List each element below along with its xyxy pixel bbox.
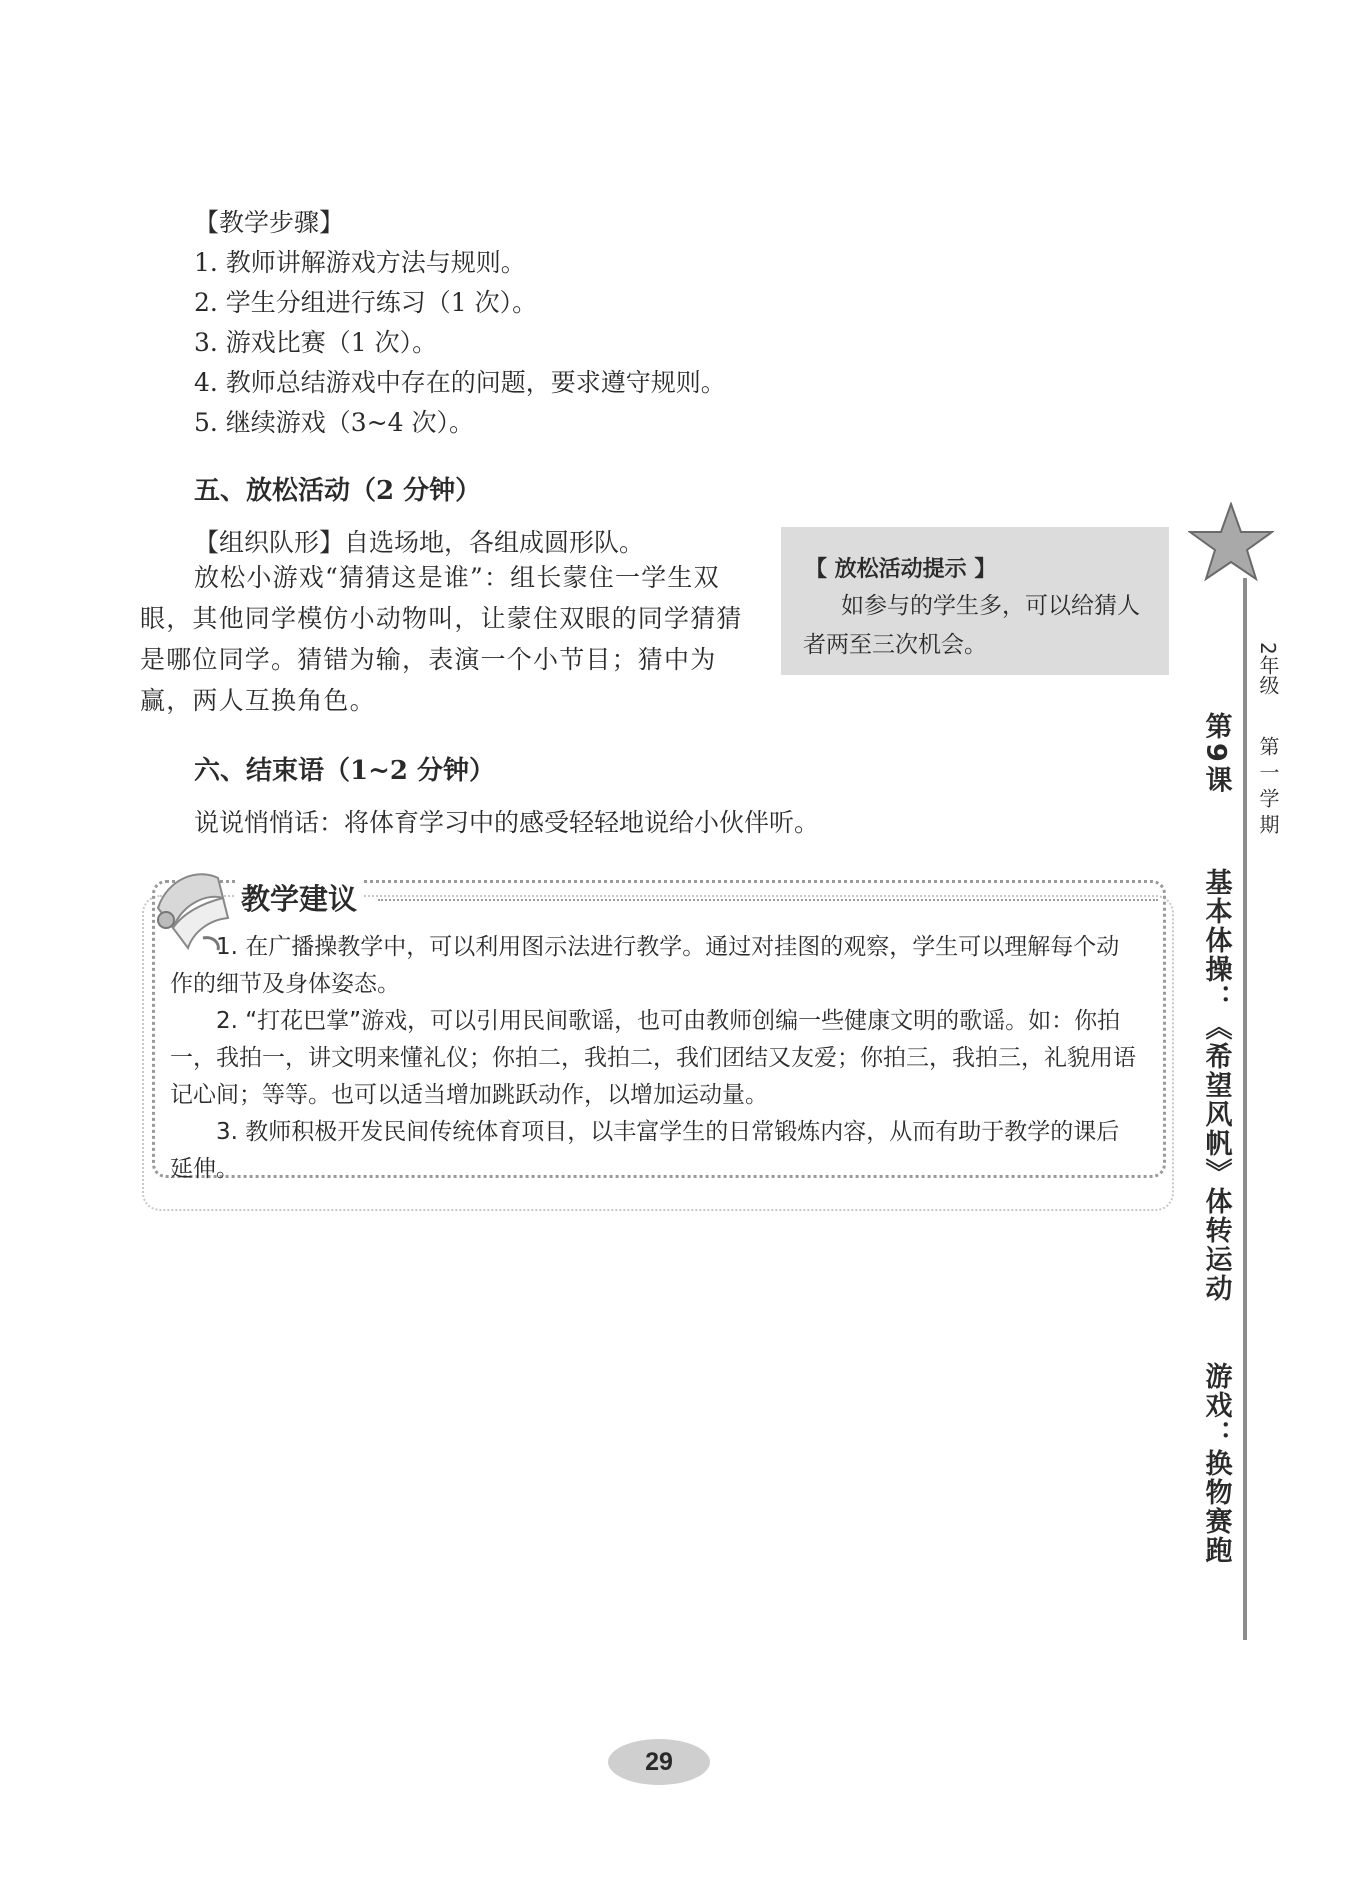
- page-number: 29: [608, 1739, 710, 1785]
- steps-header: 【教学步骤】: [194, 208, 345, 237]
- section5-heading: 五、放松活动（2 分钟）: [194, 476, 482, 506]
- tip-box: [781, 527, 1169, 675]
- section5-game: 放松小游戏“猜猜这是谁”：组长蒙住一学生双眼，其他同学模仿小动物叫，让蒙住双眼的同学猜猜是哪位同学。猜错为输，表演一个小节目；猜中为赢，两人互换角色。: [140, 563, 743, 715]
- tip-body: 如参与的学生多，可以给猜人者两至三次机会。: [803, 593, 1140, 658]
- sidebar-lesson-text: 第9课: [1200, 712, 1232, 797]
- sidebar-title2-text: 游戏：换物赛跑: [1200, 1362, 1232, 1565]
- step-item: 1. 教师讲解游戏方法与规则。: [194, 248, 526, 277]
- sidebar-rule: [1243, 578, 1247, 1640]
- sidebar-grade-text: 2年级: [1256, 642, 1280, 695]
- sidebar-lesson: [1196, 712, 1236, 804]
- suggestion-item: 3. 教师积极开发民间传统体育项目，以丰富学生的日常锻炼内容，从而有助于教学的课后延伸。: [170, 1119, 1120, 1182]
- sidebar-title1-text: 基本体操：《希望风帆》体转运动: [1200, 868, 1232, 1303]
- sidebar-term: [1250, 736, 1286, 846]
- suggestion-item: 2. “打花巴掌”游戏，可以引用民间歌谣，也可由教师创编一些健康文明的歌谣。如：你拍一，我拍一，讲文明来懂礼仪；你拍二，我拍二，我们团结又友爱；你拍三，我拍三，礼貌用语记心间；等等。也可以适当增加跳跃动作，以增加运动量。: [170, 1008, 1136, 1108]
- step-item: 5. 继续游戏（3~4 次）。: [194, 408, 475, 437]
- tip-title: 【 放松活动提示 】: [805, 557, 997, 582]
- section5-formation: 【组织队形】自选场地，各组成圆形队。: [194, 528, 645, 557]
- step-item: 4. 教师总结游戏中存在的问题，要求遵守规则。: [194, 368, 726, 397]
- sidebar-grade: [1250, 642, 1286, 701]
- section6-heading: 六、结束语（1~2 分钟）: [194, 756, 496, 786]
- suggestion-item: 1. 在广播操教学中，可以利用图示法进行教学。通过对挂图的观察，学生可以理解每个动作的细节及身体姿态。: [170, 934, 1120, 997]
- star-icon: [1188, 502, 1274, 582]
- section6-text: 说说悄悄话：将体育学习中的感受轻轻地说给小伙伴听。: [194, 808, 820, 837]
- suggestions-title-leader: [378, 899, 1158, 901]
- step-item: 2. 学生分组进行练习（1 次）。: [194, 288, 538, 317]
- suggestions-title: 教学建议: [235, 877, 363, 918]
- sidebar-title-main: [1196, 868, 1236, 1310]
- step-item: 3. 游戏比赛（1 次）。: [194, 328, 438, 357]
- sidebar-title-game: [1196, 1362, 1236, 1572]
- sidebar-term-text: 第一学期: [1256, 736, 1280, 840]
